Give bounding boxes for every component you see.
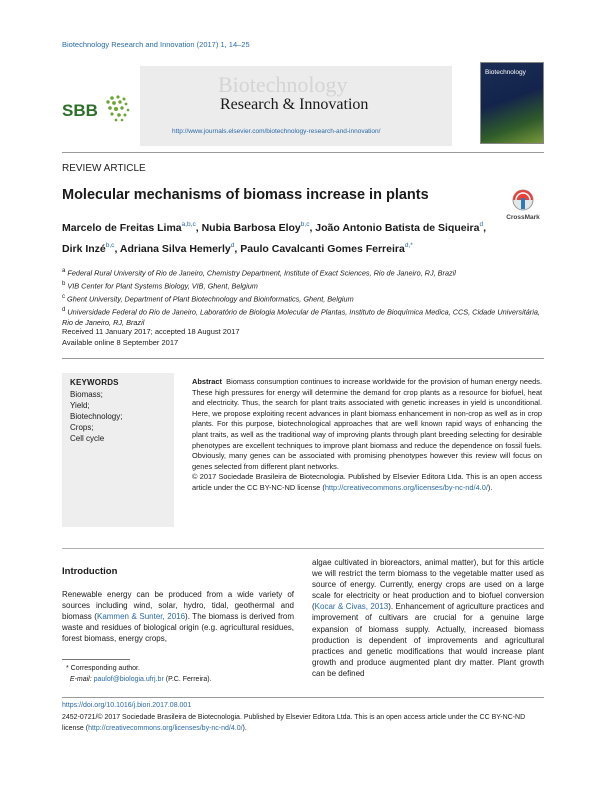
affiliation-item: $^a$ Federal Rural University of Rio de Janeiro, Chemistry Department, Institute of Exact Sciences, Rio de Janeiro, RJ, Brazil — [62, 267, 456, 278]
abstract-divider — [62, 358, 544, 359]
sbb-logo — [62, 92, 132, 124]
license-link[interactable]: http://creativecommons.org/licenses/by-nc-nd/4.0/ — [324, 482, 488, 492]
author-name[interactable]: Adriana Silva Hemerly — [119, 243, 231, 255]
keywords-box — [62, 373, 174, 527]
section-heading-introduction: Introduction — [62, 566, 118, 577]
keyword-item: Biomass; — [70, 390, 103, 399]
journal-url-link[interactable]: http://www.journals.elsevier.com/biotechnology-research-and-innovation/ — [172, 128, 381, 135]
keyword-item: Cell cycle — [70, 434, 105, 443]
affiliation-list — [62, 266, 542, 328]
keyword-item: Crops; — [70, 423, 94, 432]
article-dates — [62, 327, 240, 348]
author-name[interactable]: João Antonio Batista de Siqueira — [315, 222, 480, 234]
keywords-heading: KEYWORDS — [70, 378, 119, 387]
author-name[interactable]: Paulo Cavalcanti Gomes Ferreira — [240, 243, 405, 255]
author-name[interactable]: Marcelo de Freitas Lima — [62, 222, 182, 234]
author-affiliation-sup[interactable]: d,* — [404, 242, 413, 249]
svg-text:CrossMark: CrossMark — [506, 214, 540, 221]
author-list: Marcelo de Freitas Lima$^{a,b,c}$, Nubia Barbosa Eloy$^{b,c}$, João Antonio Batista de Siqueira$^d$, Dirk Inzé$^{b,c}$, Adriana Silva Hemerly$^d$, Paulo Cavalcanti Gomes Ferreira$^{d,*}$ — [62, 221, 486, 255]
online-date: Available online 8 September 2017 — [62, 337, 179, 347]
cover-title: Biotechnology — [485, 69, 526, 76]
corresponding-author-footnote: * Corresponding author. E-mail: paulof@biologia.ufrj.br (P.C. Ferreira). — [66, 665, 212, 683]
affiliation-item: $^d$ Universidade Federal do Rio de Janeiro, Laboratório de Biologia Molecular de Plantas, Instituto de Bioquímica Medica, CCS, Cidade Universitária, Rio de Janeiro, RJ, Brazil — [62, 305, 540, 327]
author-affiliation-sup[interactable]: a,b,c — [181, 221, 196, 228]
abstract-label: Abstract — [192, 377, 222, 386]
author-affiliation-sup[interactable]: d — [230, 242, 235, 249]
affiliation-item: $^b$ VIB Center for Plant Systems Biology, VIB, Ghent, Belgium — [62, 279, 258, 291]
keyword-item: Yield; — [70, 401, 90, 410]
keyword-item: Biotechnology; — [70, 412, 123, 421]
author-affiliation-sup[interactable]: d — [479, 221, 484, 228]
author-name[interactable]: Nubia Barbosa Eloy — [201, 222, 301, 234]
journal-citation[interactable]: Biotechnology Research and Innovation (2017) 1, 14–25 — [62, 40, 250, 49]
author-affiliation-sup[interactable]: b,c — [105, 242, 115, 249]
affiliation-item: $^c$ Ghent University, Department of Plant Biotechnology and Bioinformatics, Ghent, Belgium — [62, 292, 354, 304]
citation-link[interactable]: Kammen & Sunter, 2016 — [96, 612, 186, 622]
banner-ghost-title: Biotechnology — [218, 72, 348, 97]
body-text-left-column: Renewable energy can be produced from a wide variety of sources including wind, solar, hydro, tidal, geothermal and biomass (Kammen & Sunter, 2016). The biomass is derived from waste and residues of biological origin (e.g. agricultural residues, forest biomass, energy crops, — [62, 590, 294, 644]
footer-license-link[interactable]: http://creativecommons.org/licenses/by-nc-nd/4.0/ — [88, 724, 243, 732]
banner-journal-name: Research & Innovation — [220, 96, 369, 113]
footer-divider — [62, 697, 544, 698]
abstract-copyright: © 2017 Sociedade Brasileira de Biotecnologia. Published by Elsevier Editora Ltda. This is an open access article under the CC BY-NC-ND license ( — [192, 472, 542, 492]
journal-cover-thumbnail — [480, 62, 544, 144]
article-title: Molecular mechanisms of biomass increase in plants — [62, 187, 429, 203]
author-affiliation-sup[interactable]: b,c — [300, 221, 310, 228]
citation-link[interactable]: Kocar & Civas, 2013 — [314, 602, 389, 612]
corresponding-label: * Corresponding author. — [66, 665, 140, 672]
received-date: Received 11 January 2017; accepted 18 August 2017 — [62, 327, 240, 336]
abstract: Abstract Biomass consumption continues to increase worldwide for the provision of human energy needs. These high pressures for energy will determine the demand for crop plants as a resource for biofuel, heat and electricity. Thus, the search for plant traits associated with genetic increases in yield is unconditional. Here, we propose exploiting recent advances in plant biomass enhancement in non-crop as well as in crop plants. For this purpose, biotechnological approaches that are well known rapid ways of enhancing the plant traits, as well as the traditional way of improving plants through plant breeding selecting for desirable phenotypes are excellent techniques to improve plant biomass and reduce the dependence on fossil fuels. Obviously, many genes can be associated with promising phenotypes however this review will focus on genes selected from different plant networks. © 2017 Sociedade Brasileira de Biotecnologia. Published by Elsevier Editora Ltda. This is an open access article under the CC BY-NC-ND license (http://creativecommons.org/licenses/by-nc-nd/4.0/). — [192, 377, 542, 492]
footnote-divider — [62, 659, 130, 660]
body-text-right-column: algae cultivated in bioreactors, animal matter), but for this article we will restrict the term biomass to the vegetable matter used as source of energy. Currently, energy crops are used on a large scale for electricity or heat production and to biofuel conversion (Kocar & Civas, 2013). Enhancement of agriculture practices and improvement of cultivars are crucial for a genuine large expansion of biomass supply. Actually, increased biomass production is dependent of improvements and agricultural practices and genetic modifications that would increase plant growth and produce augmented plant dry matter. Plant growth can be defined — [312, 558, 544, 678]
svg-text:SBB: SBB — [62, 101, 98, 120]
body-divider — [62, 548, 544, 549]
article-type: REVIEW ARTICLE — [62, 163, 146, 174]
abstract-text: Biomass consumption continues to increase worldwide for the provision of human energy needs. These high pressures for energy will determine the demand for crop plants as a resource for biofuel, heat and electricity. Thus, the search for plant traits associated with genetic increases in yield is unconditional. Here, we propose exploiting recent advances in plant biomass enhancement in non-crop as well as in crop plants. For this purpose, biotechnological approaches that are well known rapid ways of enhancing the plant traits, as well as the traditional way of improving plants through plant breeding selecting for desirable phenotypes are excellent techniques to improve plant biomass and reduce the dependence on fossil fuels. Obviously, many genes can be associated with promising phenotypes however this review will focus on genes selected from different plant networks. — [192, 377, 542, 471]
header-divider — [62, 152, 544, 153]
email-link[interactable]: paulof@biologia.ufrj.br — [93, 675, 164, 683]
doi-link[interactable]: https://doi.org/10.1016/j.biori.2017.08.001 — [62, 702, 192, 709]
issn-copyright: 2452-0721/© 2017 Sociedade Brasileira de Biotecnologia. Published by Elsevier Editora Ltda. This is an open access article under the CC BY-NC-ND license (http://creativecommons.org/licenses/by-nc-nd/4.0/). — [62, 714, 526, 732]
author-name[interactable]: Dirk Inzé — [62, 243, 106, 255]
email-label: E-mail: — [69, 675, 92, 683]
